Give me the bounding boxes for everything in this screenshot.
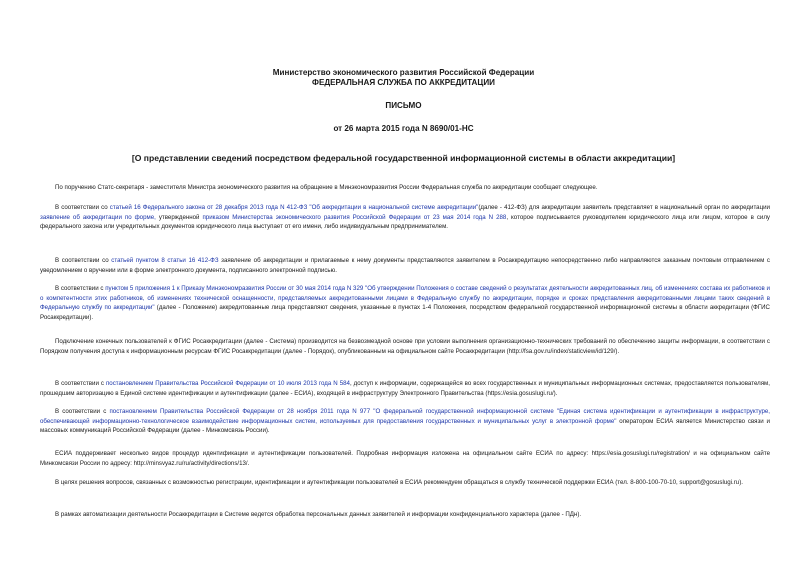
resolution-977-link[interactable]: постановлением Правительства Российской Федерации от 28 ноября 2011 года N 977 "О федеральной государственной информационной системе "Единая система идентификации и аутентификации в инфраструктуре, обеспечивающей информационно-технологическое взаимодействие информационных систем, используемых для предоставления государственных и муниципальных услуг в электронной форме" (40, 408, 770, 425)
resolution-584-link[interactable]: постановлением Правительства Российской Федерации от 10 июля 2013 года N 584 (105, 380, 350, 387)
service-name: ФЕДЕРАЛЬНАЯ СЛУЖБА ПО АККРЕДИТАЦИИ (312, 78, 495, 87)
letter-subject: [О представлении сведений посредством федеральной государственной информационной системы в области аккредитации] (131, 153, 676, 163)
law-412fz-link[interactable]: статьей 16 Федерального закона от 28 декабря 2013 года N 412-ФЗ "Об аккредитации в национальной системе аккредитации" (109, 204, 479, 211)
order-288-link[interactable]: приказом Министерства экономического развития Российской Федерации от 23 мая 2014 года N 288 (202, 213, 507, 221)
paragraph-support: В целях решения вопросов, связанных с возможностью регистрации, идентификации и аутентификации пользователей в ЕСИА рекомендуем обращаться в службу технической поддержки ЕСИА (тел. 8-800-100-70-10, support@gosuslugi.ru). (55, 479, 743, 486)
order-329-link[interactable]: пунктом 5 приложения 1 к Приказу Минэкономразвития России от 30 мая 2014 года N 329 "Об утверждении Положения о составе сведений о результатах деятельности аккредитованных лиц, об изменениях состава их работников и о компетентности этих работников, об изменениях технической оснащенности, представляемых аккредитованными лицами в Федеральную службу по аккредитации, порядке и сроках представления аккредитованными лицами таких сведений в Федеральную службу по аккредитации" (40, 285, 770, 312)
document-type: ПИСЬМО (385, 101, 422, 110)
paragraph-submission: В соответствии со статьей пунктом 8 статьи 16 412-ФЗ заявление об аккредитации и прилагаемые к нему документы представляются заявителем в Росаккредитацию непосредственно либо направляются заказным почтовым отправлением с уведомлением о вручении или в форме электронного документа, подписанного электронной подписью. (40, 257, 770, 274)
document-date-number: от 26 марта 2015 года N 8690/01-НС (333, 124, 474, 133)
paragraph-esia-operator: В соответствии с постановлением Правительства Российской Федерации от 28 ноября 2011 года N 977 "О федеральной государственной информационной системе "Единая система идентификации и аутентификации в инфраструктуре, обеспечивающей информационно-технологическое взаимодействие информационных систем, используемых для предоставления государственных и муниципальных услуг в электронной форме" оператором ЕСИА является Министерство связи и массовых коммуникаций Российской Федерации (далее - Минкомсвязь России). (40, 408, 770, 435)
paragraph-connection: Подключение конечных пользователей к ФГИС Росаккредитации (далее - Система) производится на безвозмездной основе при условии выполнения организационно-технических требований по обеспечению защиты информации, в соответствии с Порядком получения доступа к информационным ресурсам ФГИС Росаккредитации (далее - Порядок), опубликованным на официальном сайте Росаккредитации (http://fsa.gov.ru/index/staticview/id/129/). (40, 338, 770, 355)
article-16-point-8-link[interactable]: статьей пунктом 8 статьи 16 412-ФЗ (111, 257, 219, 264)
paragraph-article-16: В соответствии со статьей 16 Федерального закона от 28 декабря 2013 года N 412-ФЗ "Об аккредитации в национальной системе аккредитации"(далее - 412-ФЗ) для аккредитации заявитель представляет в национальный орган по аккредитации заявление об аккредитации по форме, утвержденной приказом Министерства экономического развития Российской Федерации от 23 мая 2014 года N 288, которое подписывается руководителем юридического лица или лицом, которое в силу федерального закона или учредительных документов юридического лица выступает от его имени, либо индивидуальным предпринимателем. (40, 204, 770, 231)
paragraph-esia-procedures: ЕСИА поддерживает несколько видов процедур идентификации и аутентификации пользователей. Подробная информация изложена на официальном сайте ЕСИА по адресу: https://esia.gosuslugi.ru/registration/ и на официальном сайте Минкомсвязи России по адресу: http://minsvyaz.ru/ru/activity/directions/13/. (40, 450, 770, 467)
ministry-name: Министерство экономического развития Российской Федерации (272, 68, 535, 77)
application-form-link[interactable]: заявление об аккредитации по форме, (40, 213, 156, 221)
paragraph-regulation: В соответствии с пунктом 5 приложения 1 к Приказу Минэкономразвития России от 30 мая 2014 года N 329 "Об утверждении Положения о составе сведений о результатах деятельности аккредитованных лиц, об изменениях состава их работников и о компетентности этих работников, об изменениях технической оснащенности, представляемых аккредитованными лицами в Федеральную службу по аккредитации, порядке и сроках представления аккредитованными лицами таких сведений в Федеральную службу по аккредитации" (далее - Положение) аккредитованные лица представляют сведения, указанные в пунктах 1-4 Положения, посредством федеральной государственной информационной системы в области аккредитации (ФГИС Росаккредитации). (40, 285, 770, 321)
paragraph-esia-access: В соответствии с постановлением Правительства Российской Федерации от 10 июля 2013 года N 584, доступ к информации, содержащейся во всех государственных и муниципальных информационных системах, предоставляется пользователям, прошедшим авторизацию в Единой системе идентификации и аутентификации (далее - ЕСИА), входящей в инфраструктуру Электронного Правительства (https://esia.gosuslugi.ru/). (40, 380, 770, 397)
paragraph-personal-data: В рамках автоматизации деятельности Росаккредитации в Системе ведется обработка персональных данных заявителей и информации конфиденциального характера (далее - ПДн). (55, 511, 582, 518)
paragraph-intro: По поручению Статс-секретаря - заместителя Министра экономического развития на обращение в Минэкономразвития России Федеральная служба по аккредитации сообщает следующее. (55, 184, 598, 191)
